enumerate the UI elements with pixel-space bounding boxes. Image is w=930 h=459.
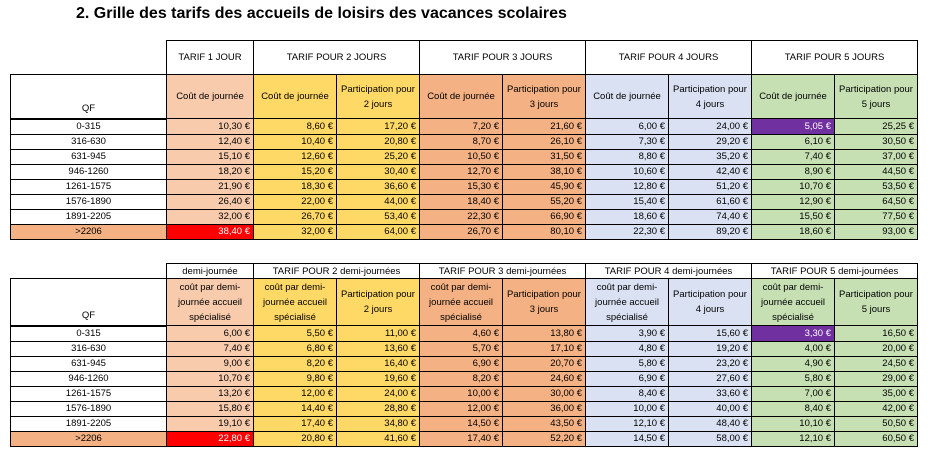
table-row bbox=[11, 179, 918, 194]
price-cell: 12,00 € bbox=[254, 386, 337, 401]
price-cell: 5,80 € bbox=[586, 356, 669, 371]
price-cell: 12,80 € bbox=[586, 179, 669, 194]
price-cell: 30,50 € bbox=[835, 134, 918, 149]
qf-range-cell: 316-630 bbox=[11, 341, 167, 356]
subheader-cell: coût par demi-journée accueil spécialisé bbox=[752, 279, 835, 326]
price-cell: 51,20 € bbox=[669, 179, 752, 194]
price-cell: 15,10 € bbox=[167, 149, 254, 164]
price-cell: 10,50 € bbox=[420, 149, 503, 164]
price-cell: 5,50 € bbox=[254, 326, 337, 342]
price-cell: 4,90 € bbox=[752, 356, 835, 371]
subheader-cell: Coût de journée bbox=[420, 75, 503, 119]
subheader-cell: Coût de journée bbox=[586, 75, 669, 119]
header-tarif-3-demi-journees: TARIF POUR 3 demi-journées bbox=[420, 264, 586, 279]
subheader-cell: Coût de journée bbox=[167, 75, 254, 119]
price-cell: 38,10 € bbox=[503, 164, 586, 179]
price-cell: 18,60 € bbox=[752, 224, 835, 239]
price-cell: 19,60 € bbox=[337, 371, 420, 386]
price-cell: 53,40 € bbox=[337, 209, 420, 224]
price-cell: 5,80 € bbox=[752, 371, 835, 386]
price-cell: 15,40 € bbox=[586, 194, 669, 209]
price-cell: 6,00 € bbox=[586, 119, 669, 135]
price-cell: 26,70 € bbox=[420, 224, 503, 239]
price-cell: 36,00 € bbox=[503, 401, 586, 416]
corner-blank bbox=[11, 264, 167, 279]
qf-range-cell: 1261-1575 bbox=[11, 386, 167, 401]
price-cell: 61,60 € bbox=[669, 194, 752, 209]
subheader-cell: Participation pour 3 jours bbox=[503, 279, 586, 326]
subheader-cell: Coût de journée bbox=[752, 75, 835, 119]
subheader-cell: coût par demi-journée accueil spécialisé bbox=[420, 279, 503, 326]
price-cell: 30,40 € bbox=[337, 164, 420, 179]
price-cell: 19,10 € bbox=[167, 416, 254, 431]
price-cell: 66,90 € bbox=[503, 209, 586, 224]
price-cell: 13,20 € bbox=[167, 386, 254, 401]
qf-range-cell: 1576-1890 bbox=[11, 401, 167, 416]
price-cell: 8,20 € bbox=[420, 371, 503, 386]
price-cell: 8,40 € bbox=[752, 401, 835, 416]
header-tarif-4-demi-journees: TARIF POUR 4 demi-journées bbox=[586, 264, 752, 279]
price-cell: 3,90 € bbox=[586, 326, 669, 342]
tarif-table-demi-journee bbox=[10, 263, 918, 447]
price-cell: 53,50 € bbox=[835, 179, 918, 194]
price-cell: 18,40 € bbox=[420, 194, 503, 209]
price-cell: 10,00 € bbox=[586, 401, 669, 416]
qf-range-cell: 0-315 bbox=[11, 326, 167, 342]
header-tarif-5-jours: TARIF POUR 5 JOURS bbox=[752, 41, 918, 75]
price-cell: 6,80 € bbox=[254, 341, 337, 356]
subheader-cell: Participation pour 5 jours bbox=[835, 75, 918, 119]
price-cell: 8,60 € bbox=[254, 119, 337, 135]
price-cell: 8,40 € bbox=[586, 386, 669, 401]
price-cell: 18,30 € bbox=[254, 179, 337, 194]
price-cell: 15,50 € bbox=[752, 209, 835, 224]
price-cell: 17,20 € bbox=[337, 119, 420, 135]
price-cell: 10,60 € bbox=[586, 164, 669, 179]
table-row bbox=[11, 401, 918, 416]
price-cell: 7,30 € bbox=[586, 134, 669, 149]
header-tarif-5-demi-journees: TARIF POUR 5 demi-journées bbox=[752, 264, 918, 279]
price-cell: 20,00 € bbox=[835, 341, 918, 356]
price-cell: 25,25 € bbox=[835, 119, 918, 135]
price-cell: 12,40 € bbox=[167, 134, 254, 149]
price-cell: 18,20 € bbox=[167, 164, 254, 179]
price-cell: 24,00 € bbox=[337, 386, 420, 401]
price-cell: 58,00 € bbox=[669, 431, 752, 446]
table-row bbox=[11, 134, 918, 149]
qf-range-cell: 1261-1575 bbox=[11, 179, 167, 194]
price-cell: 15,20 € bbox=[254, 164, 337, 179]
price-cell: 30,00 € bbox=[503, 386, 586, 401]
price-cell: 19,20 € bbox=[669, 341, 752, 356]
price-cell: 6,90 € bbox=[586, 371, 669, 386]
header-tarif-2-jours: TARIF POUR 2 JOURS bbox=[254, 41, 420, 75]
price-cell: 16,50 € bbox=[835, 326, 918, 342]
subheader-cell: coût par demi-journée accueil spécialisé bbox=[167, 279, 254, 326]
price-cell: 6,00 € bbox=[167, 326, 254, 342]
price-cell: 8,80 € bbox=[586, 149, 669, 164]
price-cell: 3,30 € bbox=[752, 326, 835, 342]
price-cell: 26,70 € bbox=[254, 209, 337, 224]
price-cell: 41,60 € bbox=[337, 431, 420, 446]
subheader-cell: Coût de journée bbox=[254, 75, 337, 119]
price-cell: 23,20 € bbox=[669, 356, 752, 371]
price-cell: 42,40 € bbox=[669, 164, 752, 179]
tarif-table-journee bbox=[10, 40, 918, 240]
price-cell: 10,00 € bbox=[420, 386, 503, 401]
qf-range-cell: >2206 bbox=[11, 431, 167, 446]
price-cell: 12,00 € bbox=[420, 401, 503, 416]
table-row bbox=[11, 386, 918, 401]
price-cell: 6,10 € bbox=[752, 134, 835, 149]
price-cell: 11,00 € bbox=[337, 326, 420, 342]
corner-blank bbox=[11, 41, 167, 75]
price-cell: 21,90 € bbox=[167, 179, 254, 194]
table-row bbox=[11, 119, 918, 135]
section-title: 2. Grille des tarifs des accueils de loisirs des vacances scolaires bbox=[76, 5, 567, 22]
price-cell: 29,20 € bbox=[669, 134, 752, 149]
price-cell: 32,00 € bbox=[167, 209, 254, 224]
price-cell: 6,90 € bbox=[420, 356, 503, 371]
price-cell: 5,05 € bbox=[752, 119, 835, 135]
price-cell: 60,50 € bbox=[835, 431, 918, 446]
price-cell: 50,50 € bbox=[835, 416, 918, 431]
subheader-cell: Participation pour 4 jours bbox=[669, 75, 752, 119]
price-cell: 36,60 € bbox=[337, 179, 420, 194]
price-cell: 13,80 € bbox=[503, 326, 586, 342]
price-cell: 34,80 € bbox=[337, 416, 420, 431]
price-cell: 4,80 € bbox=[586, 341, 669, 356]
price-cell: 43,50 € bbox=[503, 416, 586, 431]
header-tarif-1-jour: TARIF 1 JOUR bbox=[167, 41, 254, 75]
table-row bbox=[11, 431, 918, 446]
price-cell: 24,50 € bbox=[835, 356, 918, 371]
price-cell: 25,20 € bbox=[337, 149, 420, 164]
price-cell: 24,60 € bbox=[503, 371, 586, 386]
price-cell: 17,40 € bbox=[254, 416, 337, 431]
price-cell: 29,00 € bbox=[835, 371, 918, 386]
price-cell: 12,10 € bbox=[752, 431, 835, 446]
price-cell: 5,70 € bbox=[420, 341, 503, 356]
price-cell: 13,60 € bbox=[337, 341, 420, 356]
price-cell: 37,00 € bbox=[835, 149, 918, 164]
price-cell: 26,40 € bbox=[167, 194, 254, 209]
table-row bbox=[11, 194, 918, 209]
qf-range-cell: 316-630 bbox=[11, 134, 167, 149]
qf-range-cell: 1891-2205 bbox=[11, 416, 167, 431]
price-cell: 22,30 € bbox=[420, 209, 503, 224]
price-cell: 10,40 € bbox=[254, 134, 337, 149]
table-row bbox=[11, 326, 918, 342]
price-cell: 77,50 € bbox=[835, 209, 918, 224]
price-cell: 52,20 € bbox=[503, 431, 586, 446]
price-cell: 44,50 € bbox=[835, 164, 918, 179]
price-cell: 17,40 € bbox=[420, 431, 503, 446]
header-tarif-2-demi-journees: TARIF POUR 2 demi-journées bbox=[254, 264, 420, 279]
price-cell: 7,40 € bbox=[167, 341, 254, 356]
price-cell: 93,00 € bbox=[835, 224, 918, 239]
price-cell: 8,70 € bbox=[420, 134, 503, 149]
price-cell: 20,70 € bbox=[503, 356, 586, 371]
table-row bbox=[11, 416, 918, 431]
table-row bbox=[11, 371, 918, 386]
price-cell: 55,20 € bbox=[503, 194, 586, 209]
qf-header: QF bbox=[11, 75, 167, 119]
price-cell: 10,30 € bbox=[167, 119, 254, 135]
price-cell: 20,80 € bbox=[337, 134, 420, 149]
subheader-cell: Participation pour 3 jours bbox=[503, 75, 586, 119]
price-cell: 31,50 € bbox=[503, 149, 586, 164]
price-cell: 64,50 € bbox=[835, 194, 918, 209]
price-cell: 89,20 € bbox=[669, 224, 752, 239]
price-cell: 64,00 € bbox=[337, 224, 420, 239]
price-cell: 26,10 € bbox=[503, 134, 586, 149]
table-row bbox=[11, 224, 918, 239]
table-row bbox=[11, 341, 918, 356]
price-cell: 8,20 € bbox=[254, 356, 337, 371]
subheader-cell: Participation pour 2 jours bbox=[337, 279, 420, 326]
price-cell: 40,00 € bbox=[669, 401, 752, 416]
price-cell: 20,80 € bbox=[254, 431, 337, 446]
qf-range-cell: 631-945 bbox=[11, 149, 167, 164]
table-row bbox=[11, 356, 918, 371]
price-cell: 38,40 € bbox=[167, 224, 254, 239]
price-cell: 9,00 € bbox=[167, 356, 254, 371]
price-cell: 9,80 € bbox=[254, 371, 337, 386]
price-cell: 42,00 € bbox=[835, 401, 918, 416]
price-cell: 45,90 € bbox=[503, 179, 586, 194]
qf-range-cell: 946-1260 bbox=[11, 164, 167, 179]
price-cell: 4,00 € bbox=[752, 341, 835, 356]
header-tarif-4-jours: TARIF POUR 4 JOURS bbox=[586, 41, 752, 75]
qf-header: QF bbox=[11, 279, 167, 326]
price-cell: 17,10 € bbox=[503, 341, 586, 356]
subheader-cell: Participation pour 2 jours bbox=[337, 75, 420, 119]
subheader-cell: coût par demi-journée accueil spécialisé bbox=[586, 279, 669, 326]
price-cell: 27,60 € bbox=[669, 371, 752, 386]
price-cell: 15,80 € bbox=[167, 401, 254, 416]
subheader-cell: Participation pour 4 jours bbox=[669, 279, 752, 326]
price-cell: 48,40 € bbox=[669, 416, 752, 431]
price-cell: 18,60 € bbox=[586, 209, 669, 224]
price-cell: 14,40 € bbox=[254, 401, 337, 416]
subheader-cell: Participation pour 5 jours bbox=[835, 279, 918, 326]
price-cell: 32,00 € bbox=[254, 224, 337, 239]
price-cell: 12,60 € bbox=[254, 149, 337, 164]
header-demi-journee: demi-journée bbox=[167, 264, 254, 279]
price-cell: 7,20 € bbox=[420, 119, 503, 135]
table-row bbox=[11, 164, 918, 179]
qf-range-cell: 946-1260 bbox=[11, 371, 167, 386]
price-cell: 8,90 € bbox=[752, 164, 835, 179]
price-cell: 7,00 € bbox=[752, 386, 835, 401]
price-cell: 24,00 € bbox=[669, 119, 752, 135]
qf-range-cell: 1891-2205 bbox=[11, 209, 167, 224]
price-cell: 4,60 € bbox=[420, 326, 503, 342]
price-cell: 16,40 € bbox=[337, 356, 420, 371]
price-cell: 44,00 € bbox=[337, 194, 420, 209]
price-cell: 7,40 € bbox=[752, 149, 835, 164]
header-tarif-3-jours: TARIF POUR 3 JOURS bbox=[420, 41, 586, 75]
table-row bbox=[11, 209, 918, 224]
price-cell: 80,10 € bbox=[503, 224, 586, 239]
price-cell: 33,60 € bbox=[669, 386, 752, 401]
price-cell: 21,60 € bbox=[503, 119, 586, 135]
qf-range-cell: 0-315 bbox=[11, 119, 167, 135]
price-cell: 12,90 € bbox=[752, 194, 835, 209]
price-cell: 12,70 € bbox=[420, 164, 503, 179]
price-cell: 15,60 € bbox=[669, 326, 752, 342]
price-cell: 10,70 € bbox=[167, 371, 254, 386]
price-cell: 12,10 € bbox=[586, 416, 669, 431]
price-cell: 22,80 € bbox=[167, 431, 254, 446]
price-cell: 10,10 € bbox=[752, 416, 835, 431]
qf-range-cell: 631-945 bbox=[11, 356, 167, 371]
price-cell: 14,50 € bbox=[586, 431, 669, 446]
price-cell: 35,00 € bbox=[835, 386, 918, 401]
subheader-cell: coût par demi-journée accueil spécialisé bbox=[254, 279, 337, 326]
price-cell: 22,30 € bbox=[586, 224, 669, 239]
price-cell: 22,00 € bbox=[254, 194, 337, 209]
price-cell: 74,40 € bbox=[669, 209, 752, 224]
price-cell: 15,30 € bbox=[420, 179, 503, 194]
price-cell: 35,20 € bbox=[669, 149, 752, 164]
table-row bbox=[11, 149, 918, 164]
price-cell: 14,50 € bbox=[420, 416, 503, 431]
price-cell: 10,70 € bbox=[752, 179, 835, 194]
qf-range-cell: 1576-1890 bbox=[11, 194, 167, 209]
qf-range-cell: >2206 bbox=[11, 224, 167, 239]
price-cell: 28,80 € bbox=[337, 401, 420, 416]
